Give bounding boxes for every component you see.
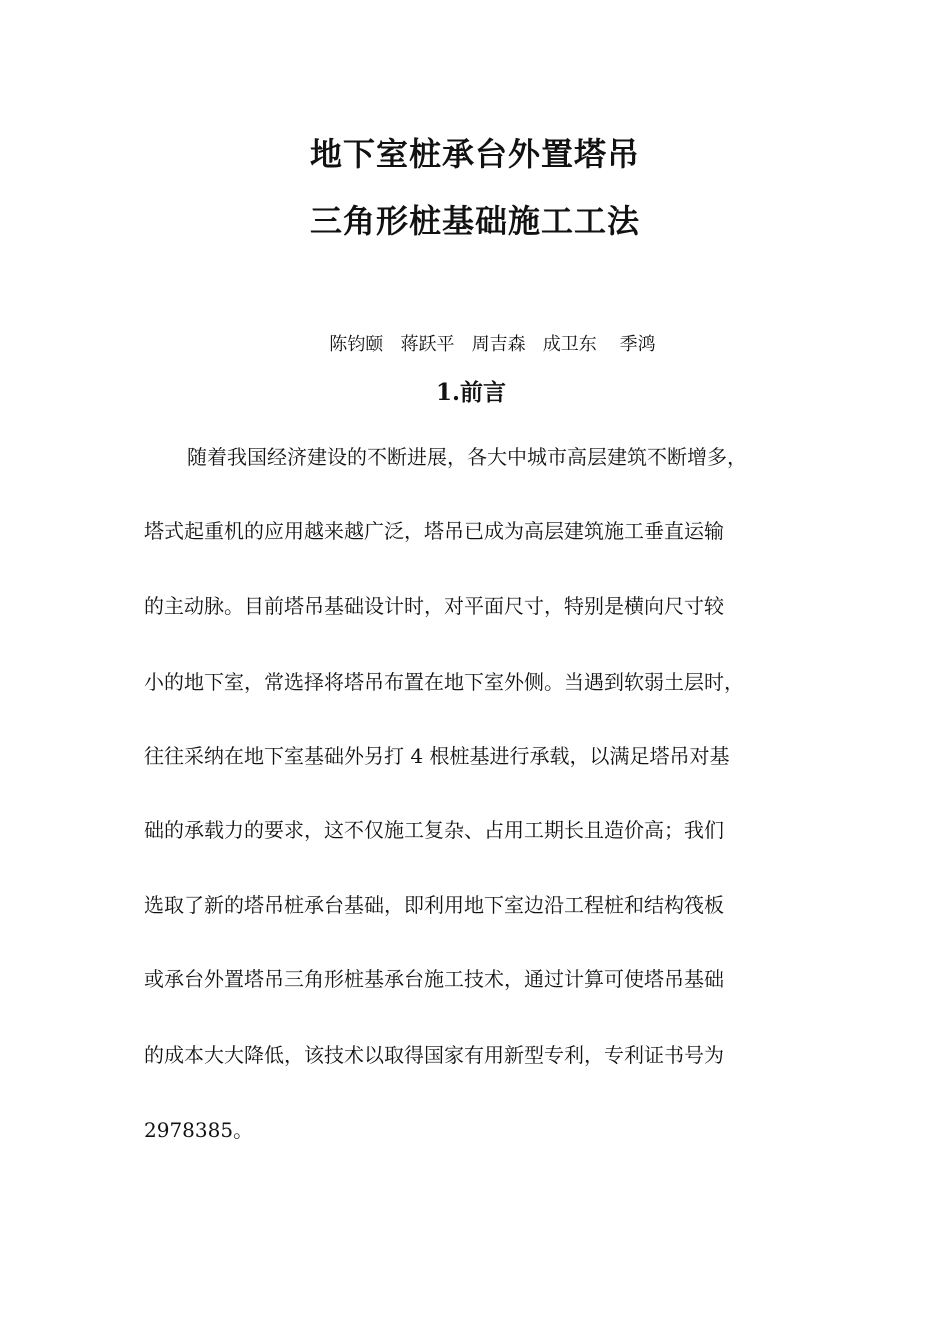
paragraph-line: 往往采纳在地下室基础外另打 4 根桩基进行承载，以满足塔吊对基 <box>144 744 730 768</box>
paragraph-line: 的成本大大降低，该技术以取得国家有用新型专利，专利证书号为 <box>144 1043 724 1067</box>
paragraph-line: 选取了新的塔吊桩承台基础，即利用地下室边沿工程桩和结构筏板 <box>144 893 724 917</box>
paragraph-line: 2978385。 <box>144 1118 254 1142</box>
paragraph-line: 塔式起重机的应用越来越广泛，塔吊已成为高层建筑施工垂直运输 <box>144 519 724 543</box>
paragraph-line: 小的地下室，常选择将塔吊布置在地下室外侧。当遇到软弱土层时， <box>144 670 744 694</box>
section-heading: 1.前言 <box>435 379 506 406</box>
document-title-line-1: 地下室桩承台外置塔吊 <box>309 135 640 173</box>
paragraph-line: 随着我国经济建设的不断进展，各大中城市高层建筑不断增多， <box>187 445 747 469</box>
paragraph-line: 础的承载力的要求，这不仅施工复杂、占用工期长且造价高；我们 <box>144 818 724 842</box>
author-list: 陈钧颐 蒋跃平 周吉森 成卫东 季鸿 <box>329 334 656 355</box>
paragraph-line: 或承台外置塔吊三角形桩基承台施工技术，通过计算可使塔吊基础 <box>144 967 724 991</box>
document-title-line-2: 三角形桩基础施工工法 <box>309 202 640 240</box>
paragraph-line: 的主动脉。目前塔吊基础设计时，对平面尺寸，特别是横向尺寸较 <box>144 594 724 618</box>
